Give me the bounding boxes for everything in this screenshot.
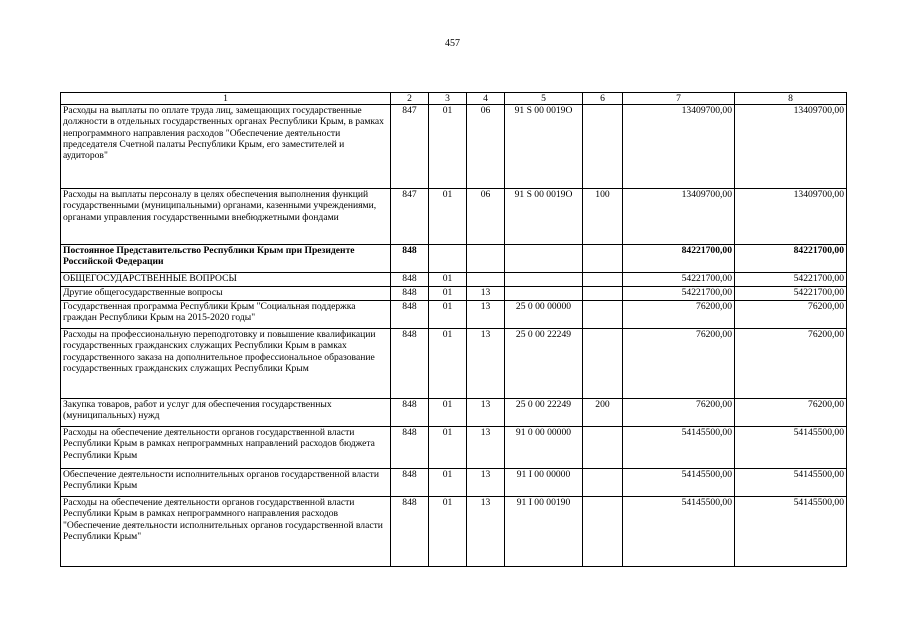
row-amount-year2: 76200,00 [735,399,847,427]
row-target-article: 91 0 00 00000 [505,427,583,469]
row-expense-type [583,497,623,567]
row-admin-code: 848 [391,399,429,427]
row-amount-year1: 13409700,00 [623,105,735,189]
row-target-article [505,245,583,273]
row-admin-code: 848 [391,329,429,399]
table-row [61,105,847,189]
table-row [61,245,847,273]
row-target-article: 91 I 00 00000 [505,469,583,497]
row-amount-year1: 13409700,00 [623,189,735,245]
row-amount-year2: 76200,00 [735,301,847,329]
row-section-code: 01 [429,497,467,567]
row-expense-type [583,287,623,301]
row-section-code: 01 [429,189,467,245]
row-admin-code: 848 [391,273,429,287]
row-expense-type [583,329,623,399]
row-amount-year2: 13409700,00 [735,105,847,189]
row-section-code: 01 [429,105,467,189]
row-description: Другие общегосударственные вопросы [61,287,391,301]
row-subsection-code: 06 [467,105,505,189]
row-expense-type [583,105,623,189]
table-row [61,399,847,427]
row-section-code: 01 [429,287,467,301]
row-amount-year1: 76200,00 [623,301,735,329]
table-row [61,427,847,469]
row-expense-type [583,245,623,273]
row-amount-year1: 54145500,00 [623,427,735,469]
row-description: Расходы на выплаты персоналу в целях обеспечения выполнения функций государственными (муниципальными) органами, казенными учреждениями, органами управления государственными внебюджетными фондами [61,189,391,245]
row-amount-year2: 76200,00 [735,329,847,399]
row-admin-code: 848 [391,245,429,273]
row-subsection-code: 13 [467,287,505,301]
row-expense-type [583,273,623,287]
row-subsection-code: 13 [467,329,505,399]
row-amount-year1: 76200,00 [623,399,735,427]
row-amount-year1: 54145500,00 [623,469,735,497]
row-section-code: 01 [429,469,467,497]
page-number: 457 [445,38,460,49]
row-description: Расходы на профессиональную переподготовку и повышение квалификации государственных гражданских служащих Республики Крым в рамках государственного заказа на дополнительное профессиональное образование государственных гражданских служащих Республики Крым [61,329,391,399]
table-row [61,273,847,287]
row-admin-code: 848 [391,301,429,329]
row-amount-year1: 76200,00 [623,329,735,399]
row-target-article: 91 S 00 0019O [505,189,583,245]
row-amount-year2: 54221700,00 [735,273,847,287]
row-subsection-code: 06 [467,189,505,245]
row-target-article [505,287,583,301]
row-description: Расходы на выплаты по оплате труда лиц, замещающих государственные должности в отдельных государственных органах Республики Крым, в рамках непрограммного направления расходов "Обеспечение деятельности председателя Счетной палаты Республики Крым, его заместителей и аудиторов" [61,105,391,189]
table-row [61,497,847,567]
column-header-8: 8 [735,93,847,105]
table-row [61,287,847,301]
row-description: Закупка товаров, работ и услуг для обеспечения государственных (муниципальных) нужд [61,399,391,427]
row-description: Государственная программа Республики Крым "Социальная поддержка граждан Республики Крым на 2015-2020 годы" [61,301,391,329]
row-description: ОБЩЕГОСУДАРСТВЕННЫЕ ВОПРОСЫ [61,273,391,287]
table-row [61,469,847,497]
row-amount-year2: 54145500,00 [735,469,847,497]
column-header-1: 1 [61,93,391,105]
row-target-article: 91 I 00 00190 [505,497,583,567]
row-subsection-code: 13 [467,427,505,469]
row-section-code [429,245,467,273]
row-subsection-code: 13 [467,399,505,427]
row-admin-code: 848 [391,427,429,469]
row-subsection-code [467,273,505,287]
column-header-2: 2 [391,93,429,105]
row-amount-year2: 54145500,00 [735,427,847,469]
row-section-code: 01 [429,329,467,399]
table-row [61,189,847,245]
row-expense-type: 100 [583,189,623,245]
column-header-5: 5 [505,93,583,105]
row-section-code: 01 [429,301,467,329]
row-amount-year1: 54221700,00 [623,273,735,287]
row-expense-type [583,301,623,329]
row-target-article: 25 0 00 00000 [505,301,583,329]
row-amount-year2: 84221700,00 [735,245,847,273]
row-admin-code: 847 [391,189,429,245]
row-target-article: 25 0 00 22249 [505,329,583,399]
table-row [61,329,847,399]
row-amount-year2: 54221700,00 [735,287,847,301]
row-admin-code: 848 [391,497,429,567]
column-header-7: 7 [623,93,735,105]
row-expense-type [583,469,623,497]
column-header-4: 4 [467,93,505,105]
row-description: Расходы на обеспечение деятельности органов государственной власти Республики Крым в рамках непрограммных направлений расходов бюджета Республики Крым [61,427,391,469]
row-section-code: 01 [429,273,467,287]
row-subsection-code: 13 [467,301,505,329]
row-admin-code: 848 [391,287,429,301]
row-admin-code: 848 [391,469,429,497]
row-description: Обеспечение деятельности исполнительных органов государственной власти Республики Крым [61,469,391,497]
row-expense-type: 200 [583,399,623,427]
row-amount-year1: 54145500,00 [623,497,735,567]
row-description: Постоянное Представительство Республики Крым при Президенте Российской Федерации [61,245,391,273]
row-section-code: 01 [429,427,467,469]
row-amount-year2: 54145500,00 [735,497,847,567]
table-row [61,301,847,329]
budget-table [60,92,847,567]
row-subsection-code [467,245,505,273]
row-target-article [505,273,583,287]
row-amount-year1: 54221700,00 [623,287,735,301]
column-header-3: 3 [429,93,467,105]
row-subsection-code: 13 [467,497,505,567]
row-target-article: 91 S 00 0019O [505,105,583,189]
row-section-code: 01 [429,399,467,427]
row-subsection-code: 13 [467,469,505,497]
row-target-article: 25 0 00 22249 [505,399,583,427]
row-description: Расходы на обеспечение деятельности органов государственной власти Республики Крым в рамках непрограммного направления расходов "Обеспечение деятельности исполнительных органов государственной власти Республики Крым" [61,497,391,567]
header-row [61,93,847,105]
column-header-6: 6 [583,93,623,105]
row-expense-type [583,427,623,469]
row-amount-year1: 84221700,00 [623,245,735,273]
row-admin-code: 847 [391,105,429,189]
row-amount-year2: 13409700,00 [735,189,847,245]
